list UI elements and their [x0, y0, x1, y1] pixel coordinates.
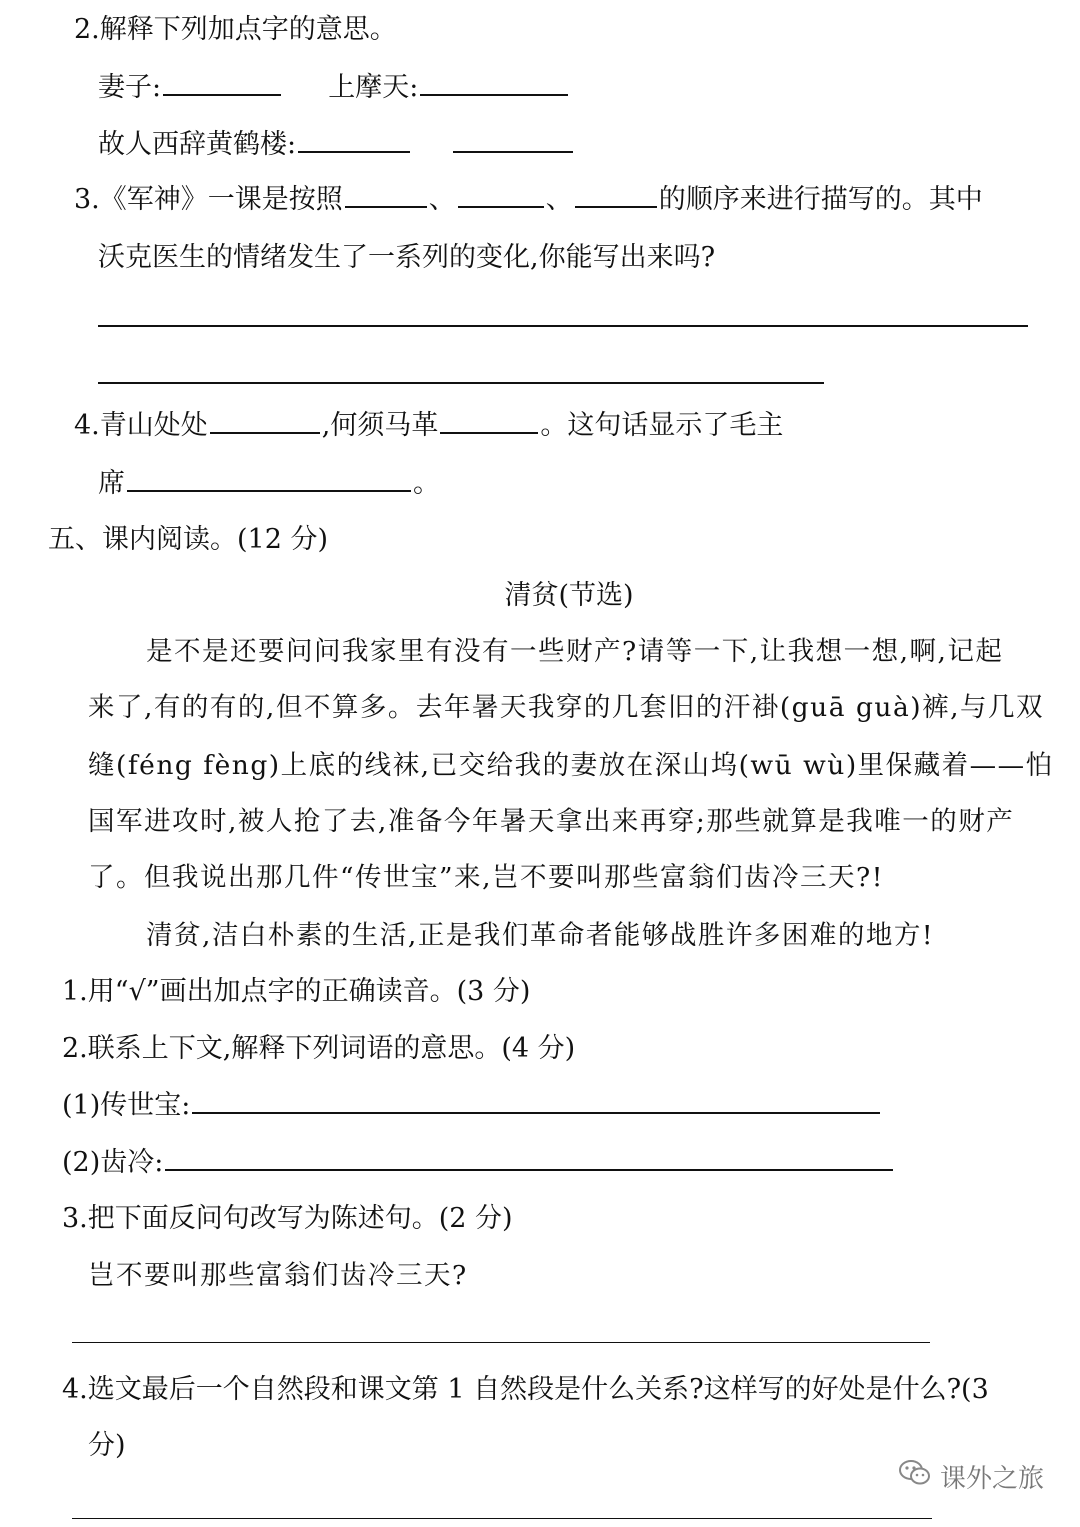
- passage-line: 了。但我说出那几件“传世宝”来,岂不要叫那些富翁们齿冷三天?!: [88, 862, 884, 893]
- wechat-icon: [898, 1458, 932, 1495]
- reading-question-2: 2.联系上下文,解释下列词语的意思。(4 分): [62, 1033, 576, 1064]
- reading-question-3-sentence: 岂不要叫那些富翁们齿冷三天?: [88, 1260, 468, 1291]
- watermark: 课外之旅: [898, 1458, 1044, 1495]
- reading-question-3: 3.把下面反问句改写为陈述句。(2 分): [62, 1203, 513, 1234]
- reading-question-4: 4.选文最后一个自然段和课文第 1 自然段是什么关系?这样写的好处是什么?(3: [62, 1374, 989, 1405]
- question-4-line2: 席 。: [98, 468, 440, 499]
- section-heading: 五、课内阅读。(12 分): [48, 524, 329, 555]
- answer-blank[interactable]: [453, 127, 573, 153]
- passage-line: 来了,有的有的,但不算多。去年暑天我穿的几套旧的汗褂(guā guà)裤,与几双: [88, 692, 1045, 723]
- reading-question-2a: (1)传世宝:: [62, 1088, 882, 1124]
- reading-question-2b: (2)齿冷:: [62, 1145, 895, 1181]
- question-2-items-row1: 妻子: 上摩天:: [98, 70, 570, 106]
- answer-blank[interactable]: [440, 408, 538, 434]
- answer-blank[interactable]: [163, 70, 281, 96]
- answer-line[interactable]: [98, 382, 824, 384]
- reading-question-4-line2: 分): [88, 1430, 126, 1461]
- answer-line[interactable]: [72, 1342, 930, 1343]
- passage-title: 清贫(节选): [504, 580, 634, 611]
- passage-line: 清贫,洁白朴素的生活,正是我们革命者能够战胜许多困难的地方!: [146, 920, 934, 951]
- answer-blank[interactable]: [458, 182, 544, 208]
- answer-line[interactable]: [98, 325, 1028, 327]
- answer-blank[interactable]: [345, 182, 427, 208]
- passage-line: 国军进攻时,被人抢了去,准备今年暑天拿出来再穿;那些就算是我唯一的财产: [88, 806, 1015, 837]
- question-2: 2.解释下列加点字的意思。: [74, 14, 397, 45]
- answer-line[interactable]: [72, 1518, 932, 1519]
- answer-blank[interactable]: [210, 408, 320, 434]
- answer-blank[interactable]: [165, 1145, 893, 1171]
- reading-question-1: 1.用“√”画出加点字的正确读音。(3 分): [62, 976, 531, 1007]
- answer-blank[interactable]: [298, 127, 410, 153]
- answer-blank[interactable]: [420, 70, 568, 96]
- answer-blank[interactable]: [192, 1088, 880, 1114]
- question-3-line2: 沃克医生的情绪发生了一系列的变化,你能写出来吗?: [98, 242, 716, 273]
- question-2-items-row2: 故人西辞黄鹤楼:: [98, 127, 575, 163]
- answer-blank[interactable]: [575, 182, 657, 208]
- question-4: 4.青山处处 ,何须马革 。这句话显示了毛主: [74, 410, 784, 441]
- passage-line: 缝(féng fèng)上底的线袜,已交给我的妻放在深山坞(wū wù)里保藏着——怕: [88, 750, 1054, 781]
- passage-line: 是不是还要问问我家里有没有一些财产?请等一下,让我想一想,啊,记起: [146, 636, 1004, 667]
- answer-blank[interactable]: [127, 466, 411, 492]
- question-3: 3.《军神》一课是按照 、 、 的顺序来进行描写的。其中: [74, 184, 983, 215]
